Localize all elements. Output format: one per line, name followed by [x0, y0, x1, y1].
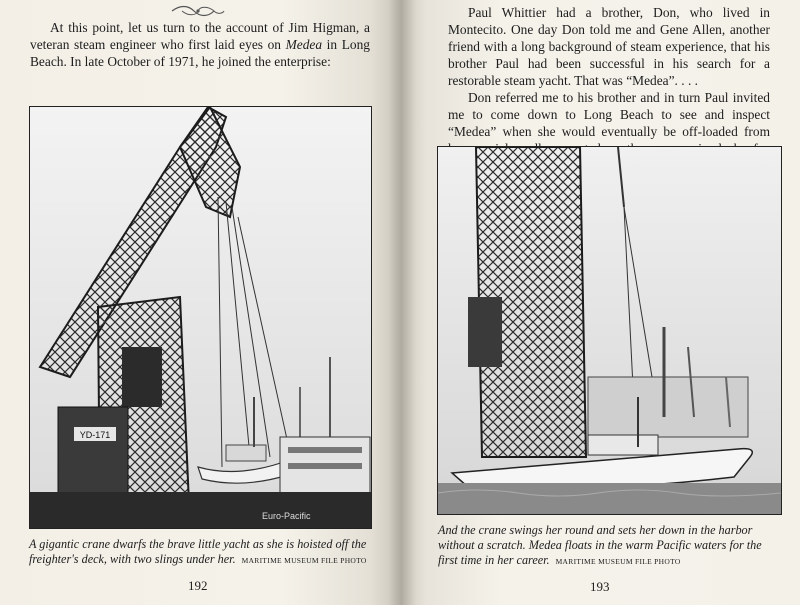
right-caption: And the crane swings her round and sets her down in the harbor without a scratch. Medea floats in the warm Pacific waters for the first time in her career. MARITIME MUSEUM FILE PHOTO — [438, 523, 762, 567]
left-caption: A gigantic crane dwarfs the brave little yacht as she is hoisted off the freighter's deck, with two slings under her. MARITIME MUSEUM FILE PHOTO — [29, 537, 367, 566]
ornament-flourish-icon — [168, 4, 228, 18]
right-page-number: 193 — [590, 579, 610, 594]
crane-marking: YD-171 — [79, 430, 111, 440]
photo-crane-hoisting-yacht — [29, 106, 372, 529]
right-photo-credit: MARITIME MUSEUM FILE PHOTO — [555, 557, 681, 566]
left-paragraph: At this point, let us turn to the account of Jim Higman, a veteran steam engineer who first laid eyes on Medea in Long Beach. In late October of 1971, he joined the enterprise: — [30, 20, 370, 69]
left-body-text — [30, 19, 370, 70]
right-paragraph-1: Paul Whittier had a brother, Don, who lived in Montecito. One day Don told me and Gene Allen, another friend with a long background of steam experience, that his brother Paul had been successful in his search for a restorable steam yacht. That was “Medea”. . . . — [448, 5, 770, 88]
left-photo-credit: MARITIME MUSEUM FILE PHOTO — [241, 556, 367, 565]
freighter-name: Euro-Pacific — [262, 511, 311, 521]
left-page-number: 192 — [188, 578, 208, 593]
photo-yacht-in-harbor — [437, 146, 782, 515]
right-paragraph-2: Don referred me to his brother and in turn Paul invited me to come down to Long Beach to see and inspect “Medea” when she would eventually be off-loaded from — [448, 90, 770, 139]
